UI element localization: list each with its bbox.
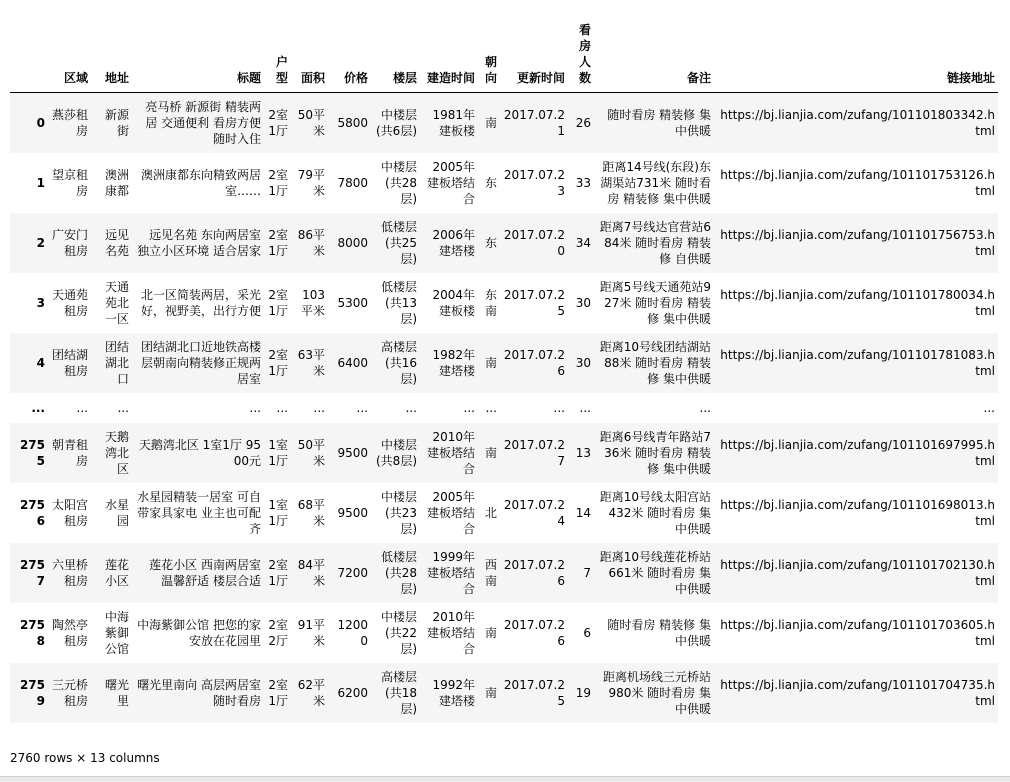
table-cell: 随时看房 精装修 集中供暖 [607,107,711,138]
table-cell: ... [313,400,325,415]
table-cell: 团结湖北口 [104,339,129,386]
row-index: 2758 [19,617,45,648]
table-cell: 30 [575,295,591,310]
table-cell: 62平米 [297,677,325,708]
table-cell: 东南 [484,287,497,318]
table-cell: 8000 [337,235,368,250]
table-cell: ... [699,400,711,415]
table-cell: 团结湖租房 [51,347,88,378]
table-cell: 33 [575,175,591,190]
table-row [10,153,998,213]
table-cell: 望京租房 [51,167,88,198]
table-cell: 2室1厅 [268,677,288,708]
table-cell: 南 [484,115,497,130]
table-body [10,93,998,723]
row-index: 1 [36,175,45,190]
table-cell: 63平米 [297,347,325,378]
table-cell: 26 [575,115,591,130]
row-index: ... [31,400,45,415]
table-cell: 东 [484,235,497,250]
table-row [10,543,998,603]
table-cell: 距离7号线达官营站684米 随时看房 精装修 自供暖 [599,219,711,266]
table-cell: 2017.07.23 [503,167,565,198]
table-cell: 2017.07.20 [503,227,565,258]
row-index: 2757 [19,557,45,588]
table-cell: 远见名苑 东向两居室 独立小区环境 适合居家 [137,227,261,258]
table-cell: 2017.07.26 [503,347,565,378]
column-header: 链接地址 [714,18,998,93]
row-index: 3 [36,295,45,310]
table-cell: 6400 [337,355,368,370]
table-cell: 2室1厅 [268,227,288,258]
table-cell: 2室2厅 [268,617,288,648]
table-cell: 距离机场线三元桥站980米 随时看房 集中供暖 [602,669,711,716]
column-header: 建造时间 [420,18,478,93]
table-cell: 天通苑北一区 [104,279,129,326]
table-cell: ... [463,400,475,415]
table-cell: 曙光里 [104,677,129,708]
table-cell: 东 [484,175,497,190]
column-header: 更新时间 [500,18,568,93]
table-cell: 太阳宫租房 [51,497,88,528]
table-cell: 5300 [337,295,368,310]
table-cell: 中楼层(共8层) [376,437,417,468]
table-cell: 中楼层(共22层) [380,609,417,656]
header-row [10,18,998,93]
bottom-scrollbar-track[interactable] [0,776,1010,782]
table-cell: https://bj.lianjia.com/zufang/101101703605.html [720,617,995,648]
table-cell: 朝青租房 [51,437,88,468]
table-cell: 2017.07.25 [503,287,565,318]
table-cell: ... [117,400,129,415]
table-cell: 广安门租房 [51,227,88,258]
table-cell: 1999年建板塔结合 [426,549,475,596]
column-header: 户型 [264,18,291,93]
table-cell: 50平米 [297,107,325,138]
table-cell: https://bj.lianjia.com/zufang/101101697995.html [720,437,995,468]
table-cell: 六里桥租房 [51,557,88,588]
table-cell: 2005年建板塔结合 [426,489,475,536]
table-cell: https://bj.lianjia.com/zufang/101101702130.html [720,557,995,588]
table-cell: 澳洲康都 [104,167,129,198]
row-index: 2756 [19,497,45,528]
column-header: 标题 [132,18,264,93]
table-cell: 南 [484,685,497,700]
table-cell: 莲花小区 [104,557,129,588]
table-cell: 7 [583,565,591,580]
table-cell: 50平米 [297,437,325,468]
dataframe-shape-text: 2760 rows × 13 columns [10,751,160,765]
table-cell: 2017.07.24 [503,497,565,528]
table-cell: 6200 [337,685,368,700]
table-cell: https://bj.lianjia.com/zufang/101101756753.html [720,227,995,258]
table-cell: 2006年建塔楼 [432,227,475,258]
table-cell: 1982年建塔楼 [432,347,475,378]
table-cell: 2017.07.26 [503,617,565,648]
row-index: 2 [36,235,45,250]
table-row [10,483,998,543]
table-cell: 燕莎租房 [51,107,88,138]
table-cell: ... [405,400,417,415]
table-row [10,213,998,273]
table-cell: 1992年建塔楼 [432,677,475,708]
column-header: 备注 [594,18,714,93]
table-row [10,663,998,723]
table-cell: 高楼层(共18层) [380,669,417,716]
table-cell: 西南 [484,557,497,588]
table-row [10,423,998,483]
table-cell: 水星园 [104,497,129,528]
table-cell: 2017.07.27 [503,437,565,468]
table-cell: 南 [484,445,497,460]
table-cell: 团结湖北口近地铁高楼层朝南向精装修正规两居室 [140,339,261,386]
table-cell: 低楼层(共13层) [380,279,417,326]
table-cell: 91平米 [297,617,325,648]
table-cell: ... [356,400,368,415]
column-header: 看房人数 [568,18,594,93]
table-cell: 低楼层(共28层) [380,549,417,596]
table-cell: 2005年建板塔结合 [426,159,475,206]
table-cell: 距离10号线团结湖站88米 随时看房 精装修 集中供暖 [599,339,711,386]
table-cell: https://bj.lianjia.com/zufang/101101698013.html [720,497,995,528]
table-cell: 南 [484,355,497,370]
table-cell: 19 [575,685,591,700]
table-cell: 距离10号线莲花桥站661米 随时看房 集中供暖 [599,549,711,596]
table-cell: 2004年建板楼 [432,287,475,318]
table-cell: 86平米 [297,227,325,258]
table-cell: https://bj.lianjia.com/zufang/101101803342.html [720,107,995,138]
table-row [10,273,998,333]
column-header: 楼层 [371,18,420,93]
table-cell: 2室1厅 [268,287,288,318]
table-cell: 天鹅湾北区 1室1厅 9500元 [138,437,261,468]
table-cell: https://bj.lianjia.com/zufang/101101780034.html [720,287,995,318]
table-cell: 2017.07.21 [503,107,565,138]
table-cell: 南 [484,625,497,640]
table-cell: 北一区简装两居，采光好，视野美，出行方便 [140,287,261,318]
table-cell: 水星园精装一居室 可自带家具家电 业主也可配齐 [137,489,261,536]
table-cell: 2017.07.25 [503,677,565,708]
table-cell: 13 [575,445,591,460]
table-cell: 84平米 [297,557,325,588]
table-cell: ... [276,400,288,415]
table-cell: 9500 [337,505,368,520]
table-cell: 30 [575,355,591,370]
table-cell: https://bj.lianjia.com/zufang/101101781083.html [720,347,995,378]
column-header: 价格 [328,18,371,93]
table-cell: 2室1厅 [268,557,288,588]
table-cell: 莲花小区 西南两居室 温馨舒适 楼层合适 [149,557,261,588]
table-cell: 7200 [337,565,368,580]
table-cell: 1室1厅 [268,437,288,468]
table-row [10,603,998,663]
row-index: 4 [36,355,45,370]
row-index: 2755 [19,437,45,468]
table-cell: 7800 [337,175,368,190]
row-index: 0 [36,115,45,130]
table-row [10,333,998,393]
table-cell: 中楼层(共28层) [380,159,417,206]
column-header: 区域 [48,18,91,93]
table-cell: 陶然亭租房 [51,617,88,648]
table-cell: 距离14号线(东段)东湖渠站731米 随时看房 精装修 集中供暖 [600,159,711,206]
table-cell: 新源街 [104,107,129,138]
table-cell: 1981年建板楼 [432,107,475,138]
table-cell: 澳洲康都东向精致两居室…… [140,167,261,198]
table-cell: 34 [575,235,591,250]
table-cell: ... [249,400,261,415]
table-cell: 5800 [337,115,368,130]
column-header: 地址 [91,18,132,93]
table-cell: ... [76,400,88,415]
table-cell: 2017.07.26 [503,557,565,588]
table-cell: 6 [583,625,591,640]
index-header [10,18,48,93]
table-cell: 2010年建板塔结合 [426,609,475,656]
column-header: 面积 [291,18,328,93]
table-cell: 68平米 [297,497,325,528]
table-cell: https://bj.lianjia.com/zufang/101101753126.html [720,167,995,198]
table-cell: 中海紫御公馆 [104,609,129,656]
table-cell: ... [553,400,565,415]
table-cell: ... [579,400,591,415]
table-cell: 天通苑租房 [51,287,88,318]
dataframe-output [10,18,998,723]
column-header: 朝向 [478,18,500,93]
table-cell: 79平米 [297,167,325,198]
table-cell: 低楼层(共25层) [380,219,417,266]
table-cell: 距离6号线青年路站736米 随时看房 精装修 集中供暖 [599,429,711,476]
table-cell: 三元桥租房 [51,677,88,708]
ellipsis-row [10,393,998,423]
table-cell: 距离10号线太阳宫站432米 随时看房 集中供暖 [599,489,711,536]
row-index: 2759 [19,677,45,708]
table-cell: 中楼层(共23层) [380,489,417,536]
table-cell: ... [983,400,995,415]
table-cell: 高楼层(共16层) [380,339,417,386]
table-cell: 2室1厅 [268,347,288,378]
table-cell: 随时看房 精装修 集中供暖 [607,617,711,648]
table-cell: 距离5号线天通苑站927米 随时看房 精装修 集中供暖 [599,279,711,326]
table-cell: 1室1厅 [268,497,288,528]
table-cell: 12000 [337,617,368,648]
table-row [10,93,998,153]
table-cell: 2010年建板塔结合 [426,429,475,476]
table-cell: 2室1厅 [268,107,288,138]
table-cell: 中楼层(共6层) [376,107,417,138]
table-cell: https://bj.lianjia.com/zufang/101101704735.html [720,677,995,708]
table-cell: 亮马桥 新源街 精装两居 交通便利 看房方便 随时入住 [145,99,261,146]
table-cell: 曙光里南向 高层两居室 随时看房 [137,677,261,708]
table-cell: 中海紫御公馆 把您的家安放在花园里 [137,617,261,648]
dataframe-table [10,18,998,723]
table-cell: 103平米 [300,287,325,318]
table-cell: 2室1厅 [268,167,288,198]
table-cell: 远见名苑 [104,227,129,258]
table-cell: ... [485,400,497,415]
table-cell: 北 [484,505,497,520]
table-cell: 9500 [337,445,368,460]
table-cell: 14 [575,505,591,520]
table-cell: 天鹅湾北区 [104,429,129,476]
